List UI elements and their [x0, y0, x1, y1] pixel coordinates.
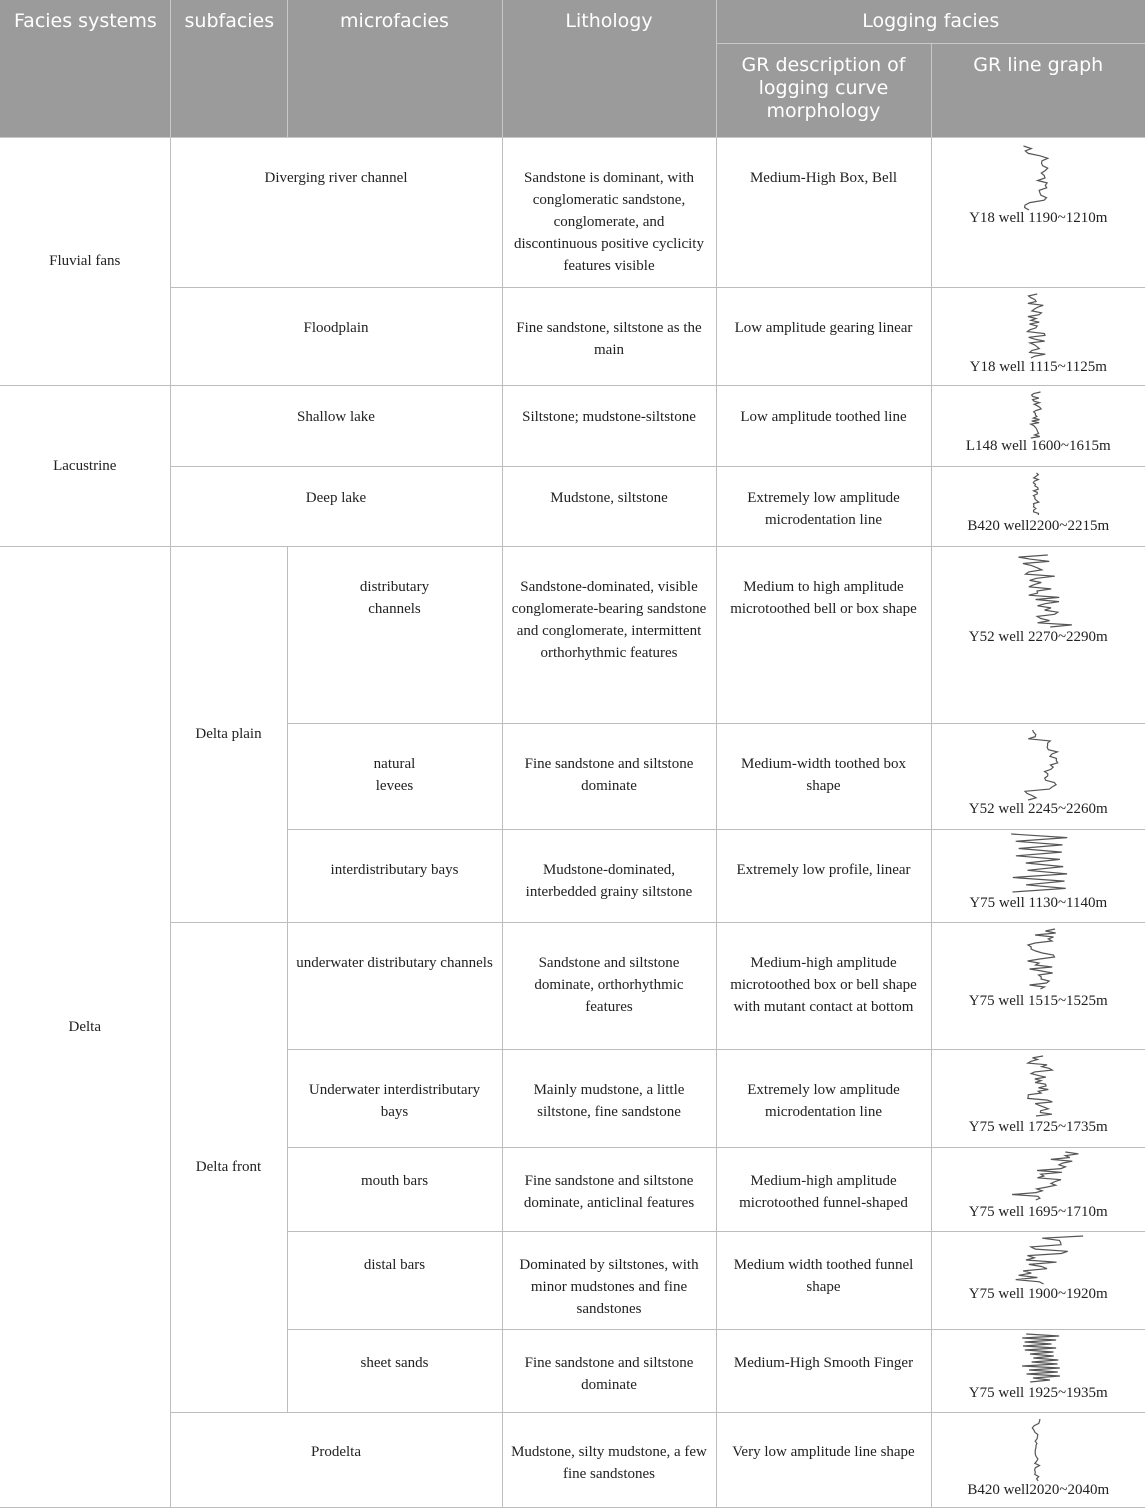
microfacies-cell: sheet sands [287, 1329, 502, 1412]
gr-description-cell: Medium-high amplitude microtoothed box or bell shape with mutant contact at bottom [716, 922, 931, 1049]
gr-description-cell: Low amplitude toothed line [716, 385, 931, 466]
microfacies-cell: mouth bars [287, 1147, 502, 1231]
table-row [0, 287, 1145, 385]
lithology-cell: Mainly mudstone, a little siltstone, fine sandstone [502, 1049, 716, 1147]
lithology-cell: Siltstone; mudstone-siltstone [502, 385, 716, 466]
subfacies-delta-front: Delta front [170, 922, 287, 1412]
header-microfacies: microfacies [287, 0, 502, 137]
lithology-cell: Fine sandstone and siltstone dominate [502, 1329, 716, 1412]
system-lacustrine: Lacustrine [0, 385, 170, 546]
gr-description-cell: Medium-High Smooth Finger [716, 1329, 931, 1412]
lithology-cell: Fine sandstone and siltstone dominate [502, 723, 716, 829]
header-gr-line-graph: GR line graph [931, 43, 1145, 137]
gr-graph-cell [931, 1231, 1145, 1329]
gr-description-cell: Extremely low amplitude microdentation line [716, 1049, 931, 1147]
lithology-cell: Sandstone is dominant, with conglomeratic sandstone, conglomerate, and discontinuous positive cyclicity features visible [502, 137, 716, 287]
lithology-cell: Fine sandstone and siltstone dominate, anticlinal features [502, 1147, 716, 1231]
microfacies-cell: underwater distributary channels [287, 922, 502, 1049]
gr-caption: Y75 well 1515~1525m [932, 992, 1145, 1010]
lithology-cell: Mudstone-dominated, interbedded grainy siltstone [502, 829, 716, 922]
header-lithology: Lithology [502, 0, 716, 137]
gr-caption: Y75 well 1900~1920m [932, 1285, 1145, 1303]
system-fluvial-fans: Fluvial fans [0, 137, 170, 385]
microfacies-cell: Diverging river channel [170, 137, 502, 287]
table-row [0, 137, 1145, 287]
gr-caption: Y18 well 1190~1210m [932, 209, 1145, 227]
gr-description-cell: Extremely low amplitude microdentation line [716, 466, 931, 546]
gr-curve-line [1027, 294, 1045, 358]
gr-curve-line [1027, 929, 1055, 989]
table-row [0, 466, 1145, 546]
gr-curve-line [1022, 1334, 1060, 1382]
gr-curve-line [1015, 1236, 1082, 1284]
gr-graph-cell [931, 385, 1145, 466]
gr-curve-line [1027, 1056, 1052, 1116]
gr-caption: Y75 well 1695~1710m [932, 1203, 1145, 1221]
gr-graph-cell [931, 922, 1145, 1049]
gr-caption: B420 well2200~2215m [932, 517, 1145, 535]
gr-graph-cell [931, 1412, 1145, 1507]
gr-description-cell: Very low amplitude line shape [716, 1412, 931, 1507]
gr-caption: Y18 well 1115~1125m [932, 358, 1145, 376]
subfacies-delta-plain: Delta plain [170, 546, 287, 922]
table-row [0, 922, 1145, 1049]
gr-description-cell: Extremely low profile, linear [716, 829, 931, 922]
gr-curve-line [1033, 473, 1039, 515]
lithology-cell: Sandstone-dominated, visible conglomerate-bearing sandstone and conglomerate, intermittent orthorhythmic features [502, 546, 716, 723]
lithology-cell: Mudstone, silty mudstone, a few fine sandstones [502, 1412, 716, 1507]
gr-curve-line [1032, 1419, 1040, 1481]
gr-description-cell: Medium-high amplitude microtoothed funnel-shaped [716, 1147, 931, 1231]
gr-caption: Y52 well 2270~2290m [932, 628, 1145, 646]
gr-description-cell: Medium width toothed funnel shape [716, 1231, 931, 1329]
lithology-cell: Sandstone and siltstone dominate, orthorhythmic features [502, 922, 716, 1049]
table-row [0, 546, 1145, 723]
lithology-cell: Dominated by siltstones, with minor mudstones and fine sandstones [502, 1231, 716, 1329]
gr-description-cell: Low amplitude gearing linear [716, 287, 931, 385]
microfacies-cell: distributary channels [287, 546, 502, 723]
gr-graph-cell [931, 137, 1145, 287]
gr-graph-cell [931, 287, 1145, 385]
system-delta: Delta [0, 546, 170, 1507]
lithology-cell: Mudstone, siltstone [502, 466, 716, 546]
header-logging-facies: Logging facies [716, 0, 1145, 43]
gr-description-cell: Medium to high amplitude microtoothed bell or box shape [716, 546, 931, 723]
microfacies-cell: natural levees [287, 723, 502, 829]
header-gr-description: GR description of logging curve morphology [716, 43, 931, 137]
microfacies-cell: Floodplain [170, 287, 502, 385]
gr-graph-cell [931, 829, 1145, 922]
gr-graph-cell [931, 1329, 1145, 1412]
microfacies-cell: Shallow lake [170, 385, 502, 466]
gr-curve [932, 467, 1145, 547]
gr-graph-cell [931, 1049, 1145, 1147]
gr-graph-cell [931, 1147, 1145, 1231]
gr-caption: B420 well2020~2040m [932, 1481, 1145, 1499]
gr-curve-line [1030, 392, 1040, 438]
gr-caption: Y75 well 1725~1735m [932, 1118, 1145, 1136]
gr-graph-cell [931, 546, 1145, 723]
gr-curve [932, 923, 1145, 1050]
gr-caption: Y52 well 2245~2260m [932, 800, 1145, 818]
gr-caption: Y75 well 1925~1935m [932, 1384, 1145, 1402]
gr-caption: Y75 well 1130~1140m [932, 894, 1145, 912]
gr-curve-line [1012, 1152, 1078, 1200]
gr-curve-line [1011, 834, 1067, 892]
header-subfacies: subfacies [170, 0, 287, 137]
microfacies-cell: Prodelta [170, 1412, 502, 1507]
microfacies-cell: interdistributary bays [287, 829, 502, 922]
gr-curve-line [1018, 555, 1071, 627]
gr-graph-cell [931, 723, 1145, 829]
gr-curve-line [1025, 730, 1058, 800]
gr-caption: L148 well 1600~1615m [932, 437, 1145, 455]
table-row [0, 1412, 1145, 1507]
microfacies-cell: distal bars [287, 1231, 502, 1329]
microfacies-cell: Underwater interdistributary bays [287, 1049, 502, 1147]
table-row [0, 385, 1145, 466]
gr-graph-cell [931, 466, 1145, 546]
header-facies-systems: Facies systems [0, 0, 170, 137]
gr-description-cell: Medium-width toothed box shape [716, 723, 931, 829]
gr-description-cell: Medium-High Box, Bell [716, 137, 931, 287]
lithology-cell: Fine sandstone, siltstone as the main [502, 287, 716, 385]
gr-curve [932, 1232, 1145, 1330]
microfacies-cell: Deep lake [170, 466, 502, 546]
gr-curve-line [1023, 146, 1047, 210]
